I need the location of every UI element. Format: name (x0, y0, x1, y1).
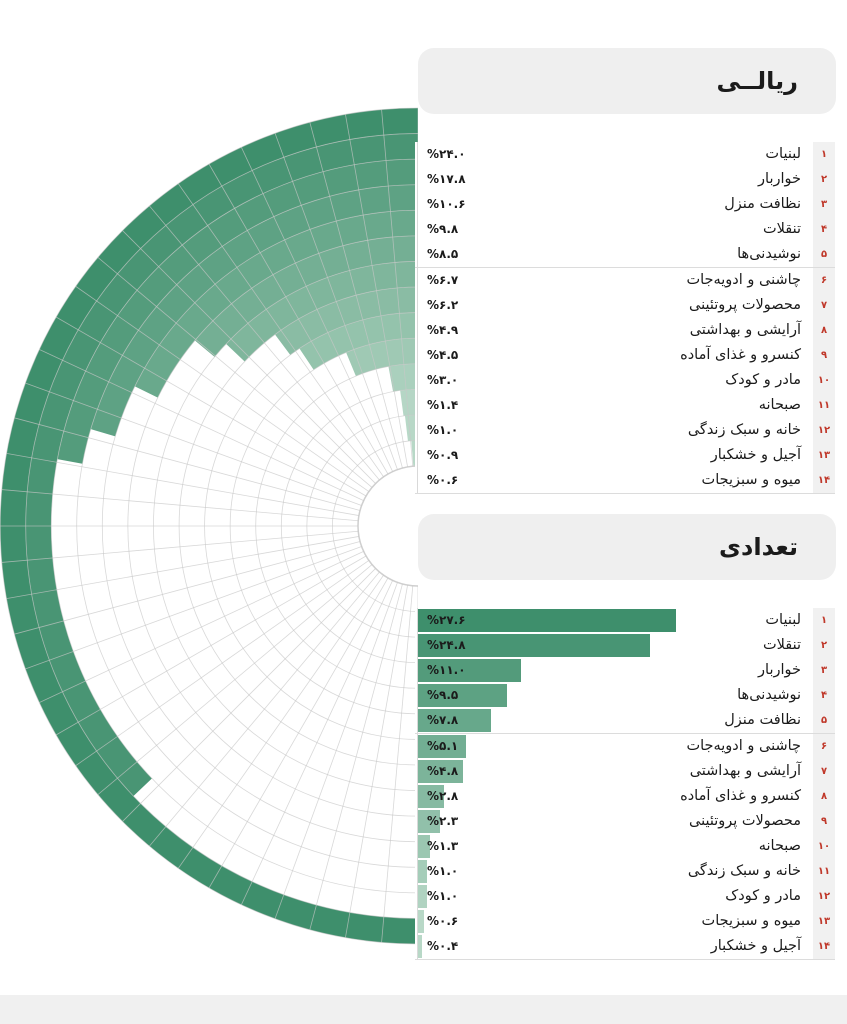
radial-bar (388, 364, 418, 392)
table-row (415, 393, 835, 419)
table-row (415, 217, 835, 243)
category-label: صبحانه (758, 837, 801, 854)
rial-table (415, 142, 835, 494)
count-table (415, 608, 835, 960)
rank-number: ۱ (813, 608, 835, 633)
grid-spoke (2, 490, 359, 521)
data-label: %۱.۰ (427, 889, 459, 904)
data-label: %۱۱.۰ (427, 663, 466, 678)
table-row (415, 683, 835, 709)
grid-spoke (178, 575, 383, 868)
radial-bar-chart (0, 0, 418, 1000)
table-row (415, 443, 835, 469)
table-row (415, 142, 835, 168)
category-label: خانه و سبک زندگی (687, 422, 801, 439)
data-label: %۰.۹ (427, 448, 459, 463)
rank-number: ۱۱ (813, 859, 835, 884)
table-row (415, 293, 835, 319)
table-row (415, 343, 835, 369)
rank-number: ۴ (813, 683, 835, 708)
data-label: %۱.۰ (427, 423, 459, 438)
grid-spoke (39, 551, 363, 702)
bar (418, 860, 427, 883)
data-label: %۹.۸ (427, 222, 459, 237)
data-label: %۴.۹ (427, 322, 459, 337)
data-label: %۵.۱ (427, 738, 459, 753)
data-label: %۷.۸ (427, 713, 459, 728)
category-label: محصولات پروتئینی (688, 812, 801, 829)
data-label: %۰.۴ (427, 939, 459, 954)
category-label: تنقلات (762, 637, 801, 654)
table-row (415, 784, 835, 810)
category-label: آجیل و خشکبار (710, 938, 801, 955)
category-label: لبنیات (765, 612, 801, 628)
grid-spoke (382, 586, 413, 943)
grid-spoke (2, 531, 359, 562)
category-label: نظافت منزل (724, 196, 801, 213)
rank-number: ۲ (813, 167, 835, 192)
table-row (415, 809, 835, 835)
category-label: لبنیات (765, 146, 801, 162)
table-row (415, 934, 835, 960)
rank-number: ۱۰ (813, 368, 835, 393)
grid-spoke (149, 572, 379, 846)
grid-spoke (76, 560, 369, 765)
category-label: آجیل و خشکبار (710, 447, 801, 464)
data-label: %۸.۵ (427, 247, 459, 262)
category-label: چاشنی و ادویه‌جات (686, 271, 801, 288)
data-label: %۹.۵ (427, 688, 459, 703)
bar (418, 935, 422, 958)
table-row (415, 318, 835, 344)
grid-spoke (56, 556, 366, 735)
rank-number: ۱۳ (813, 909, 835, 934)
table-row (415, 884, 835, 910)
grid-ring (358, 466, 418, 586)
data-label: %۱.۰ (427, 864, 459, 878)
grid-spoke (241, 580, 392, 904)
table-row (415, 759, 835, 785)
category-label: تنقلات (762, 221, 801, 238)
data-label: %۳.۰ (427, 372, 459, 387)
rank-number: ۱۱ (813, 393, 835, 418)
table-row (415, 909, 835, 935)
grid-spoke (275, 582, 397, 918)
table-row (415, 368, 835, 394)
rank-number: ۶ (813, 268, 835, 293)
rank-number: ۵ (813, 242, 835, 267)
category-label: چاشنی و ادویه‌جات (686, 737, 801, 754)
data-label: %۲.۸ (427, 788, 459, 803)
grid-spoke (209, 578, 388, 888)
data-label: %۲۴.۸ (427, 638, 466, 653)
category-label: نوشیدنی‌ها (737, 246, 801, 263)
bar (418, 910, 424, 933)
rank-number: ۱۲ (813, 884, 835, 909)
axis-line (417, 608, 418, 959)
rank-number: ۴ (813, 217, 835, 242)
category-label: نظافت منزل (724, 712, 801, 729)
table-row (415, 242, 835, 268)
data-label: %۰.۶ (427, 473, 459, 488)
rank-number: ۹ (813, 343, 835, 368)
category-label: مادر و کودک (725, 371, 801, 388)
category-label: کنسرو و غذای آماده (680, 346, 801, 363)
grid-spoke (25, 547, 361, 669)
count-section-title: تعدادی (719, 533, 798, 561)
data-label: %۴.۸ (427, 763, 459, 778)
category-label: خواربار (758, 662, 801, 679)
rank-number: ۱۰ (813, 834, 835, 859)
data-label: %۴.۵ (427, 347, 459, 362)
rank-number: ۱۴ (813, 468, 835, 493)
rank-number: ۱۳ (813, 443, 835, 468)
category-label: میوه و سبزیجات (701, 472, 801, 489)
category-label: خانه و سبک زندگی (687, 863, 801, 879)
rank-number: ۷ (813, 759, 835, 784)
category-label: مادر و کودک (725, 888, 801, 905)
rank-number: ۳ (813, 192, 835, 217)
table-row (415, 658, 835, 684)
category-label: محصولات پروتئینی (688, 296, 801, 313)
data-label: %۱۷.۸ (427, 172, 466, 187)
rank-number: ۹ (813, 809, 835, 834)
table-row (415, 167, 835, 193)
category-label: آرایشی و بهداشتی (689, 321, 801, 338)
category-label: صبحانه (758, 397, 801, 413)
category-label: میوه و سبزیجات (701, 913, 801, 930)
data-label: %۶.۲ (427, 297, 459, 312)
count-section-header (418, 514, 836, 580)
data-label: %۶.۷ (427, 272, 459, 287)
grid-spoke (98, 565, 372, 795)
data-label: %۲۴.۰ (427, 147, 466, 161)
table-row (415, 859, 835, 885)
footer-band (0, 995, 847, 1024)
table-row (415, 192, 835, 218)
rank-number: ۱ (813, 142, 835, 167)
data-label: %۰.۶ (427, 914, 459, 929)
data-label: %۱.۴ (427, 398, 459, 412)
data-label: %۱۰.۶ (427, 197, 466, 212)
rank-number: ۱۴ (813, 934, 835, 959)
rial-section-title: ریالــی (716, 67, 798, 95)
category-label: کنسرو و غذای آماده (680, 787, 801, 804)
table-row (415, 418, 835, 444)
category-label: خواربار (758, 171, 801, 188)
rank-number: ۸ (813, 784, 835, 809)
bar (418, 885, 427, 908)
table-row (415, 708, 835, 734)
data-label: %۲۷.۶ (427, 613, 466, 627)
data-label: %۱.۳ (427, 838, 459, 853)
data-label: %۲.۳ (427, 813, 459, 828)
grid-spoke (122, 568, 375, 821)
rank-number: ۷ (813, 293, 835, 318)
axis-line (417, 142, 418, 493)
rank-number: ۲ (813, 633, 835, 658)
table-row (415, 468, 835, 494)
table-row (415, 608, 835, 634)
rial-section-header (418, 48, 836, 114)
table-row (415, 268, 835, 294)
table-row (415, 633, 835, 659)
rank-number: ۳ (813, 658, 835, 683)
table-row (415, 734, 835, 760)
rank-number: ۵ (813, 708, 835, 733)
category-label: آرایشی و بهداشتی (689, 762, 801, 779)
rank-number: ۱۲ (813, 418, 835, 443)
category-label: نوشیدنی‌ها (737, 687, 801, 704)
rank-number: ۶ (813, 734, 835, 759)
table-row (415, 834, 835, 860)
rank-number: ۸ (813, 318, 835, 343)
